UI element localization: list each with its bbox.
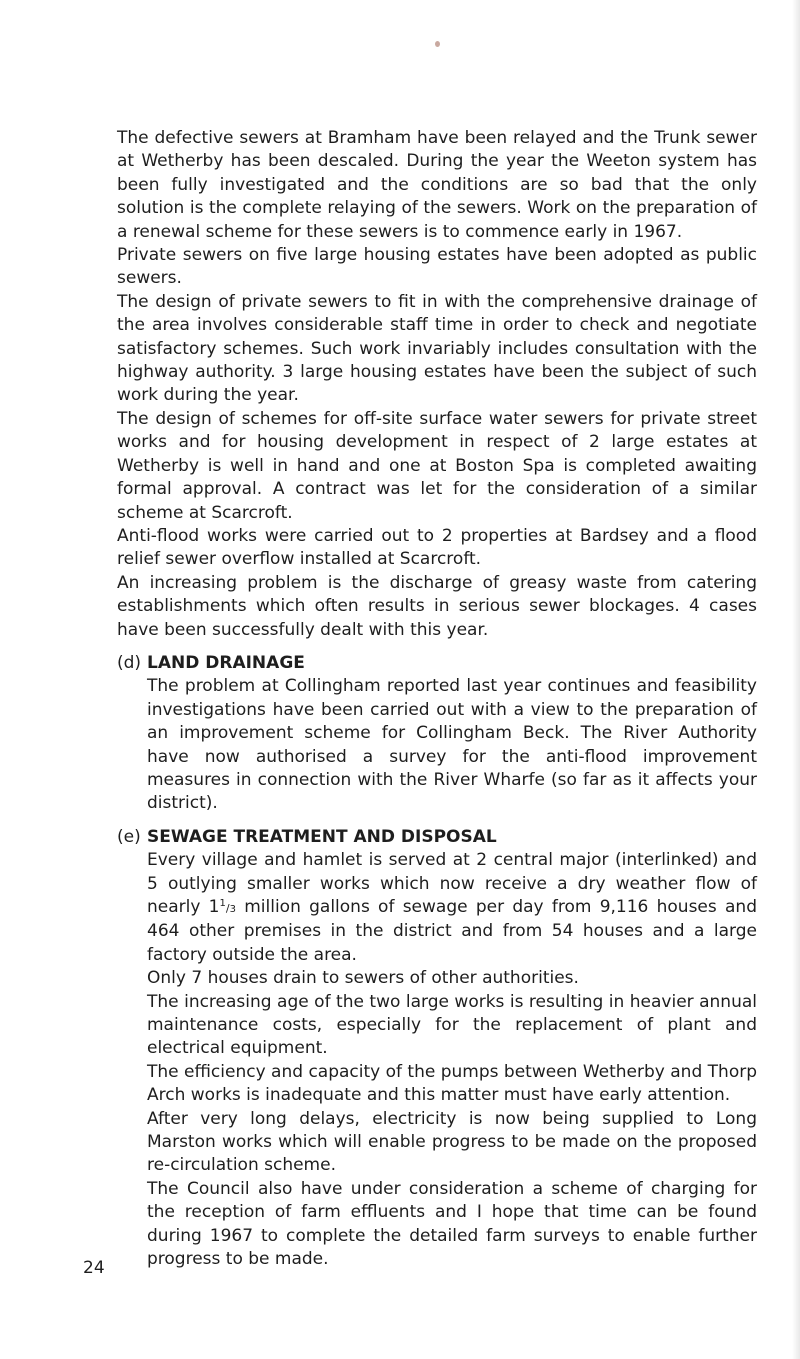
section-title: SEWAGE TREATMENT AND DISPOSAL <box>147 826 497 847</box>
section-paragraph: The problem at Collingham reported last year continues and feasibility investigations have been carried out with a view to the preparation of an improvement scheme for Collingham Beck. The River Authority have now authorised a survey for the anti-flood improvement measures in connection with the River Wharfe (so far as it affects your district). <box>147 676 757 814</box>
section-sewage-treatment <box>117 826 757 1272</box>
fraction-slash: / <box>225 902 230 915</box>
section-heading <box>117 826 757 849</box>
intro-paragraph-4: The design of schemes for off-site surface water sewers for private street works and for housing development in respect of 2 large estates at Wetherby is well in hand and one at Boston Spa is completed awaiting formal approval. A contract was let for the consideration of a similar scheme at Scarcroft. <box>117 408 757 523</box>
intro-paragraph-6: An increasing problem is the discharge of greasy waste from catering establishments which often results in serious sewer blockages. 4 cases have been successfully dealt with this year. <box>117 572 757 640</box>
intro-paragraph-1: The defective sewers at Bramham have been relayed and the Trunk sewer at Wetherby has been descaled. During the year the Weeton system has been fully investigated and the conditions are so bad that the only solution is the complete relaying of the sewers. Work on the preparation of a renewal scheme for these sewers is to commence early in 1967. <box>117 128 757 242</box>
section-paragraph <box>147 849 757 967</box>
section-letter: (d) <box>117 652 142 673</box>
section-body <box>117 675 757 815</box>
section-paragraph: Only 7 houses drain to sewers of other authorities. <box>147 968 579 989</box>
section-body <box>117 849 757 1271</box>
page-number: 24 <box>83 1258 105 1278</box>
ink-speck <box>435 41 440 47</box>
text-run: million gallons of sewage per day from 9,116 houses and 464 other premises in the district and from 54 houses and a large factory outside the area. <box>147 897 757 965</box>
section-letter: (e) <box>117 826 141 847</box>
section-title: LAND DRAINAGE <box>147 652 305 673</box>
section-paragraph: The increasing age of the two large works is resulting in heavier annual maintenance costs, especially for the replacement of plant and electrical equipment. <box>147 991 757 1059</box>
section-land-drainage <box>117 652 757 816</box>
intro-paragraph-2: Private sewers on five large housing estates have been adopted as public sewers. <box>117 245 757 289</box>
section-paragraph: The efficiency and capacity of the pumps between Wetherby and Thorp Arch works is inadequate and this matter must have early attention. <box>147 1061 757 1106</box>
page-edge-shadow <box>792 0 800 1359</box>
text-run: Every village and hamlet is served at 2 central major (interlinked) and 5 outlying smaller works which now receive a dry weather flow of nearly 1 <box>147 850 757 917</box>
section-paragraph: After very long delays, electricity is now being supplied to Long Marston works which will enable progress to be made on the proposed re-circulation scheme. <box>147 1108 757 1176</box>
body-text <box>117 127 757 1272</box>
section-paragraph: The Council also have under consideration a scheme of charging for the reception of farm effluents and I hope that time can be found during 1967 to complete the detailed farm surveys to enable further progress to be made. <box>147 1178 757 1270</box>
fraction-denominator: 3 <box>229 904 236 915</box>
intro-paragraph-3: The design of private sewers to fit in with the comprehensive drainage of the area involves considerable staff time in order to check and negotiate satisfactory schemes. Such work invariably includes consultation with the highway authority. 3 large housing estates have been the subject of such work during the year. <box>117 291 757 406</box>
fraction-numerator: 1 <box>219 898 226 909</box>
section-heading <box>117 652 757 675</box>
intro-paragraph-5: Anti-flood works were carried out to 2 properties at Bardsey and a flood relief sewer overflow installed at Scarcroft. <box>117 525 757 570</box>
